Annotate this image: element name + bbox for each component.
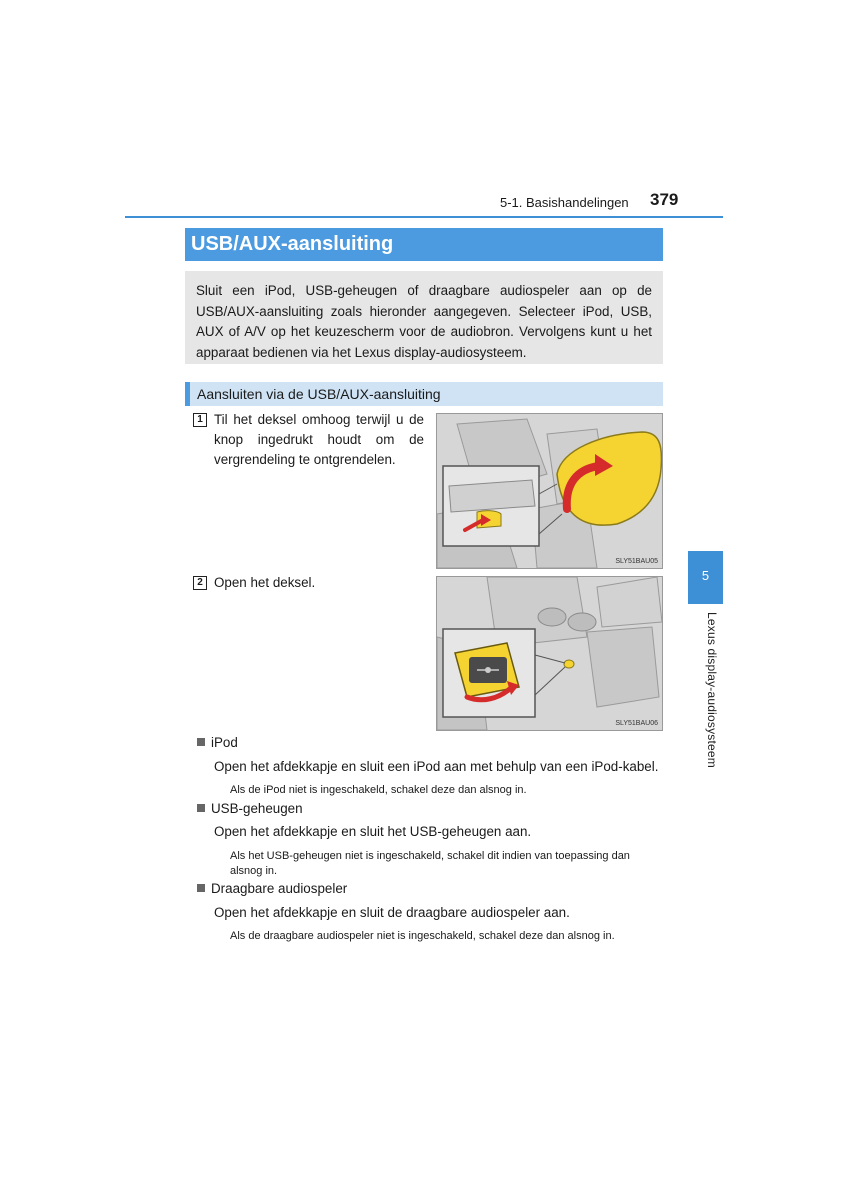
bullet-square-icon (197, 804, 205, 812)
step-text-2: Open het deksel. (214, 575, 316, 590)
console-open-drawing (437, 577, 662, 730)
chapter-tab: 5 (688, 551, 723, 604)
bullet-note-portable-player: Als de draagbare audiospeler niet is ingeschakeld, schakel deze dan alsnog in. (230, 930, 615, 942)
step-number-2: 2 (193, 576, 207, 590)
bullet-square-icon (197, 884, 205, 892)
page-title: USB/AUX-aansluiting (185, 228, 663, 261)
bullet-heading-text: Draagbare audiospeler (211, 881, 348, 896)
bullet-body-usb: Open het afdekkapje en sluit het USB-geheugen aan. (214, 824, 532, 839)
step-number-1: 1 (193, 413, 207, 427)
bullet-note-ipod: Als de iPod niet is ingeschakeld, schakel deze dan alsnog in. (230, 784, 527, 796)
header-rule (125, 216, 723, 218)
console-armrest-drawing (437, 414, 662, 568)
subheading-accent (185, 382, 190, 406)
illustration-unlock-lid (436, 413, 663, 569)
subheading: Aansluiten via de USB/AUX-aansluiting (185, 382, 663, 406)
bullet-square-icon (197, 738, 205, 746)
bullet-note-usb: Als het USB-geheugen niet is ingeschakeld, schakel dit indien van toepassing dan alsnog in. (230, 850, 630, 877)
illustration-open-lid (436, 576, 663, 731)
chapter-side-title: Lexus display-audiosysteem (705, 612, 719, 768)
page-number: 379 (650, 190, 679, 209)
image-code-1: SLY51BAU05 (615, 558, 658, 565)
intro-box: Sluit een iPod, USB-geheugen of draagbare audiospeler aan op de USB/AUX-aansluiting zoals hieronder aangegeven. Selecteer iPod, USB, AUX of A/V op het keuzescherm voor de audiobron. Vervolgens kunt u het apparaat bedienen via het Lexus display-audiosysteem. (185, 271, 663, 364)
running-header-section: 5-1. Basishandelingen (500, 195, 629, 210)
step-text-1: Til het deksel omhoog terwijl u de knop ingedrukt houdt om de vergrendeling te ontgrendelen. (214, 412, 424, 467)
image-code-2: SLY51BAU06 (615, 720, 658, 727)
bullet-heading-text: iPod (211, 735, 238, 750)
bullet-body-ipod: Open het afdekkapje en sluit een iPod aan met behulp van een iPod-kabel. (214, 759, 659, 774)
bullet-heading-ipod (197, 735, 238, 750)
bullet-heading-portable-player (197, 881, 347, 896)
bullet-heading-usb (197, 801, 303, 816)
bullet-body-portable-player: Open het afdekkapje en sluit de draagbare audiospeler aan. (214, 905, 570, 920)
bullet-heading-text: USB-geheugen (211, 801, 303, 816)
